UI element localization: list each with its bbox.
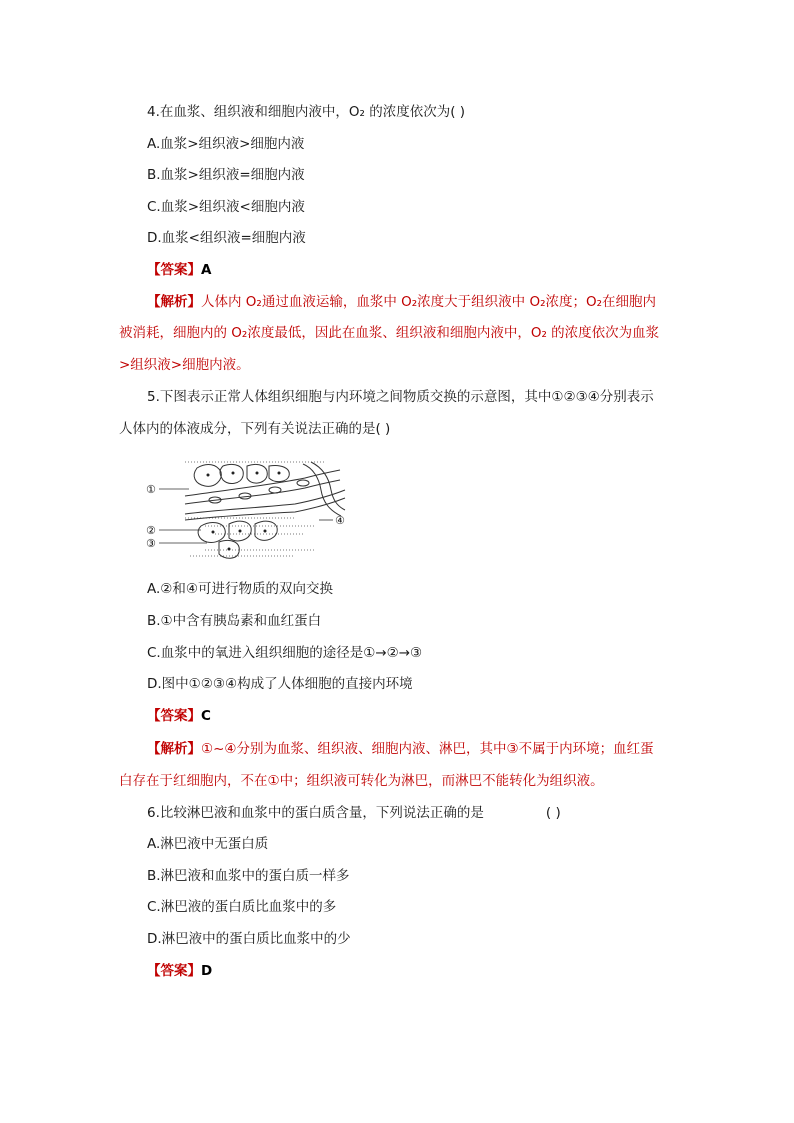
q4-option-a: A.血浆>组织液>细胞内液 — [147, 136, 305, 152]
answer-value: C — [201, 708, 211, 724]
q4-analysis-line-3: >组织液>细胞内液。 — [119, 357, 250, 373]
diagram-label-4: ④ — [335, 514, 345, 527]
q5-analysis-line-2: 白存在于红细胞内，不在①中；组织液可转化为淋巴，而淋巴不能转化为组织液。 — [119, 773, 604, 789]
q4-option-c: C.血浆>组织液<细胞内液 — [147, 199, 305, 215]
analysis-tag: 【解析】 — [147, 741, 201, 757]
q4-option-b: B.血浆>组织液=细胞内液 — [147, 167, 305, 183]
q5-option-c: C.血浆中的氧进入组织细胞的途径是①→②→③ — [147, 645, 423, 661]
q5-option-d: D.图中①②③④构成了人体细胞的直接内环境 — [147, 676, 413, 692]
tissue-exchange-diagram — [145, 456, 355, 562]
analysis-text: ①~④分别为血浆、组织液、细胞内液、淋巴，其中③不属于内环境；血红蛋 — [201, 741, 654, 757]
q4-answer — [147, 260, 211, 280]
q4-option-d: D.血浆<组织液=细胞内液 — [147, 230, 306, 246]
answer-value: A — [201, 262, 212, 278]
answer-tag: 【答案】 — [147, 262, 201, 278]
analysis-text: 人体内 O₂通过血液运输，血浆中 O₂浓度大于组织液中 O₂浓度；O₂在细胞内 — [201, 294, 657, 310]
q4-stem: 4.在血浆、组织液和细胞内液中，O₂ 的浓度依次为( ) — [147, 104, 466, 120]
q6-option-b: B.淋巴液和血浆中的蛋白质一样多 — [147, 868, 350, 884]
q6-stem — [147, 803, 561, 823]
q6-option-d: D.淋巴液中的蛋白质比血浆中的少 — [147, 931, 351, 947]
answer-tag: 【答案】 — [147, 708, 201, 724]
q5-analysis-line-1 — [147, 739, 654, 759]
diagram-label-1: ① — [146, 483, 156, 496]
q6-option-a: A.淋巴液中无蛋白质 — [147, 836, 269, 852]
q6-answer — [147, 961, 212, 981]
q5-answer — [147, 706, 211, 726]
answer-value: D — [201, 963, 213, 979]
q6-stem-paren: ( ) — [545, 805, 561, 821]
q5-stem-line-2: 人体内的体液成分，下列有关说法正确的是( ) — [119, 421, 391, 437]
analysis-tag: 【解析】 — [147, 294, 201, 310]
q6-option-c: C.淋巴液的蛋白质比血浆中的多 — [147, 899, 337, 915]
diagram-label-2: ② — [146, 524, 156, 537]
q5-option-a: A.②和④可进行物质的双向交换 — [147, 581, 333, 597]
q5-stem-line-1: 5.下图表示正常人体组织细胞与内环境之间物质交换的示意图，其中①②③④分别表示 — [147, 389, 654, 405]
tissue-diagram-svg — [145, 456, 355, 562]
diagram-label-3: ③ — [146, 537, 156, 550]
q6-stem-text: 6.比较淋巴液和血浆中的蛋白质含量，下列说法正确的是 — [147, 805, 484, 821]
q5-option-b: B.①中含有胰岛素和血红蛋白 — [147, 613, 322, 629]
answer-tag: 【答案】 — [147, 963, 201, 979]
q4-analysis-line-2: 被消耗，细胞内的 O₂浓度最低，因此在血浆、组织液和细胞内液中，O₂ 的浓度依次为血浆 — [119, 325, 660, 341]
q4-analysis-line-1 — [147, 292, 656, 312]
